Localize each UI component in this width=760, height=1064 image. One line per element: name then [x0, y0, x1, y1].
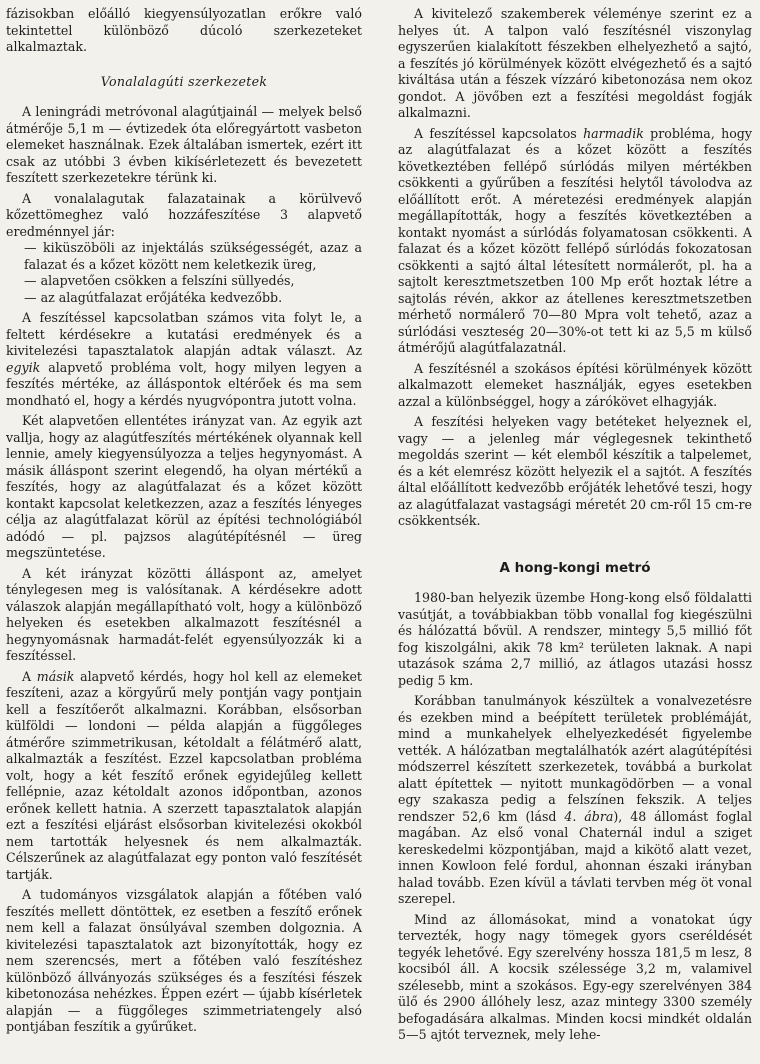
section-title: A hong-kongi metró	[499, 559, 651, 576]
paragraph: Mind az állomásokat, mind a vonatokat úgy tervezték, hogy nagy tömegek gyors cseréldését tegyék lehetővé. Egy szerelvény hossza 181,5 m lesz, 8 kocsiból áll. A kocsik szélessége 3,2 m, valamivel szélesebb, mint a szokásos. Egy-egy szerelvényen 384 ülő és 2900 állóhely lesz, azaz mintegy 3300 személy befogadására alkalmas. Minden kocsi mindkét oldalán 5—5 ajtót terveznek, mely lehe-	[398, 911, 752, 1042]
emphasis: egyik	[6, 359, 41, 375]
text-run: A	[22, 668, 37, 684]
paragraph: A tudományos vizsgálatok alapján a főtében való feszítés mellett döntöttek, ez esetben a feszítő erőnek nem kell a falazat önsúlyával szemben dolgoznia. A kivitelezési tapasztalatok azt bizonyították, hogy ez nem szerencsés, mert a főtében való feszítéshez különböző állványozás szükséges és a feszítési fészek kibetonozása nehézkes. Éppen ezért — újabb kísérletek alapján — a függőleges szimmetriatengely alsó pontjában feszítik a gyűrűket.	[6, 887, 362, 1034]
paragraph: A feszítésnél a szokásos építési körülmények között alkalmazott elemeket használják, egyes esetekben azzal a különbséggel, hogy a zárókövet elhagyják.	[398, 360, 752, 409]
section-subheading: Vonalalagúti szerkezetek	[100, 73, 268, 89]
intro-paragraph: fázisokban előálló kiegyensúlyozatlan erőkre való tekintettel különböző dúcoló szerkezeteket alkalmaztak.	[6, 6, 362, 54]
text-run: A feszítéssel kapcsolatos	[414, 125, 584, 141]
emphasis: másik	[36, 668, 75, 684]
paragraph: 1980-ban helyezik üzembe Hong-kong első földalatti vasútját, a továbbiakban több vonallal fog kiegészülni és hálózattá bővül. A rendszer, mintegy 5,5 millió főt fog kiszolgálni, akik 78 km² területen laknak. A napi utazások száma 2,7 millió, az átlagos utazási hossz pedig 5 km.	[398, 590, 752, 688]
emphasis: harmadik	[583, 125, 644, 141]
paragraph	[398, 126, 752, 357]
right-column	[398, 6, 752, 1044]
text-run: alapvető probléma volt, hogy milyen legyen a feszítés mértéke, az álláspontok eltérőek és ma sem mondható el, hogy a kérdés nyugvópontra jutott volna.	[6, 359, 362, 408]
emphasis: 4. ábra	[564, 808, 614, 824]
paragraph	[6, 669, 362, 884]
list-item: — kiküszöböli az injektálás szükségességét, azaz a falazat és a kőzet között nem keletkezik üreg,	[24, 240, 362, 272]
list-item: — alapvetően csökken a felszíni süllyedés,	[24, 273, 295, 288]
text-run: A feszítéssel kapcsolatban számos vita folyt le, a feltett kérdésekre a kutatási eredmények és a kivitelezési tapasztalatok alapján adtak választ. Az	[6, 310, 362, 358]
text-run: Korábban tanulmányok készültek a vonalvezetésre és ezekben mind a beépített területek problémáját, mind a munkahelyek elhelyezkedését figyelembe vették. A hálózatban megtalálhatók azért alagútépítési módszerrel készített szerkezetek, továbbá a burkolat alatt építettek — nyitott munkagödörben — a vonal egy szakasza pedig a felszínen fekszik. A teljes rendszer 52,6 km (lásd	[398, 693, 752, 824]
left-column	[6, 6, 362, 1036]
paragraph: A kivitelező szakemberek véleménye szerint ez a helyes út. A talpon való feszítésnél viszonylag egyszerűen kialakított fészekben elhelyezhető a sajtó, a feszítés jó körülmények között elvégezhető és a sajtó kiváltása után a fészek vízzáró kibetonozása nem okoz gondot. A jövőben ezt a feszítési megoldást fogják alkalmazni.	[398, 6, 752, 120]
paragraph: A leningrádi metróvonal alagútjainál — melyek belső átmérője 5,1 m — évtizedek óta előregyártott vasbeton elemeket használnak. Ezek általában ismertek, ezért itt csak az utóbbi 3 évben kikísérletezett és bevezetett feszített szerkezetekre térünk ki.	[6, 104, 362, 185]
paragraph: Két alapvetően ellentétes irányzat van. Az egyik azt vallja, hogy az alagútfeszítés mértékének olyannak kell lennie, amely kiegyensúlyozza a teljes hegynyomást. A másik álláspont szerint elegendő, ha olyan mértékű a feszítés, hogy az alagútfalazat és a kőzet között kontakt kapcsolat keletkezzen, azaz a feszítés lényeges célja az alagútfalazat körül az építési technológiából adódó — pl. pajzsos alagútépítésnél — üreg megszüntetése.	[6, 413, 362, 560]
list-item: — az alagútfalazat erőjátéka kedvezőbb.	[24, 289, 283, 305]
paragraph: A feszítési helyeken vagy betéteket helyeznek el, vagy — a jelenleg már véglegesnek tekinthető megoldás szerint — két elemből készítik a talpelemet, és a két elemrész között helyezik el a sajtót. A feszítés által előállított kedvezőbb erőjáték lehetővé teszi, hogy az alagútfalazat vastagsági méretét 20 cm-ről 15 cm-re csökkentsék.	[398, 414, 752, 528]
text-run: probléma, hogy az alagútfalazat és a kőzet között a feszítés következtében fellépő súrlódás milyen mértékben csökkenti a gyűrűben a feszítési helytől távolodva az előállított erőt. A méretezési eredmények alapján megállapították, hogy a feszítés következtében a kontakt nyomást a súrlódás folyamatosan csökkenti. A falazat és a kőzet között fellépő súrlódás fokozatosan csökkenti a sajtó által létesített normálerőt, pl. ha a sajtolt keresztmetszetben 100 Mp erőt hoztak létre a sajtolás révén, akkor az átellenes keresztmetszetben mérhető normálerő 70—80 Mpra volt tehető, azaz a súrlódási veszteség 20—30%-ot tett ki az 5,5 m külső átmérőjű alagútfalazatnál.	[398, 125, 752, 355]
paragraph: A vonalalagutak falazatainak a körülvevő kőzettömeghez való hozzáfeszítése 3 alapvető eredménnyel jár:	[6, 190, 362, 239]
text-run: alapvető kérdés, hogy hol kell az elemeket feszíteni, azaz a körgyűrű mely pontján vagy pontjain kell a feszítőerőt alkalmazni. Korábban, elsősorban külföldi — londoni — példa alapján a függőleges átmérőre szimmetrikusan, kétoldalt a félátmérő alatt, alkalmazták a feszítést. Ezzel kapcsolatban probléma volt, hogy a két feszítő erőnek egyidejűleg kellett fellépnie, azaz kétoldalt azonos időpontban, azonos erőnek kellett hatnia. A szerzett tapasztalatok alapján ezt a feszítési eljárást elsősorban kivitelezési okokból nem tartották helyesnek és nem alkalmazták. Célszerűnek az alagútfalazat egy ponton való feszítését tartják.	[6, 668, 362, 882]
paragraph	[6, 310, 362, 409]
text-run: ), 48 állomást foglal magában. Az első vonal Chaternál indul a sziget kereskedelmi központjában, majd a kikötő alatt vezet, innen Kowloon felé fordul, ahonnan északi irányban halad tovább. Ezen kívül a távlati tervben még öt vonal szerepel.	[398, 808, 752, 906]
paragraph	[398, 693, 752, 908]
paragraph: A két irányzat közötti álláspont az, amelyet ténylegesen meg is valósítanak. A kérdésekre adott válaszok alapján megállapítható volt, hogy a különböző helyeken és esetekben alkalmazott feszítésnél a hegynyomásnak harmadát-felét egyensúlyozzák ki a feszítéssel.	[6, 565, 362, 663]
